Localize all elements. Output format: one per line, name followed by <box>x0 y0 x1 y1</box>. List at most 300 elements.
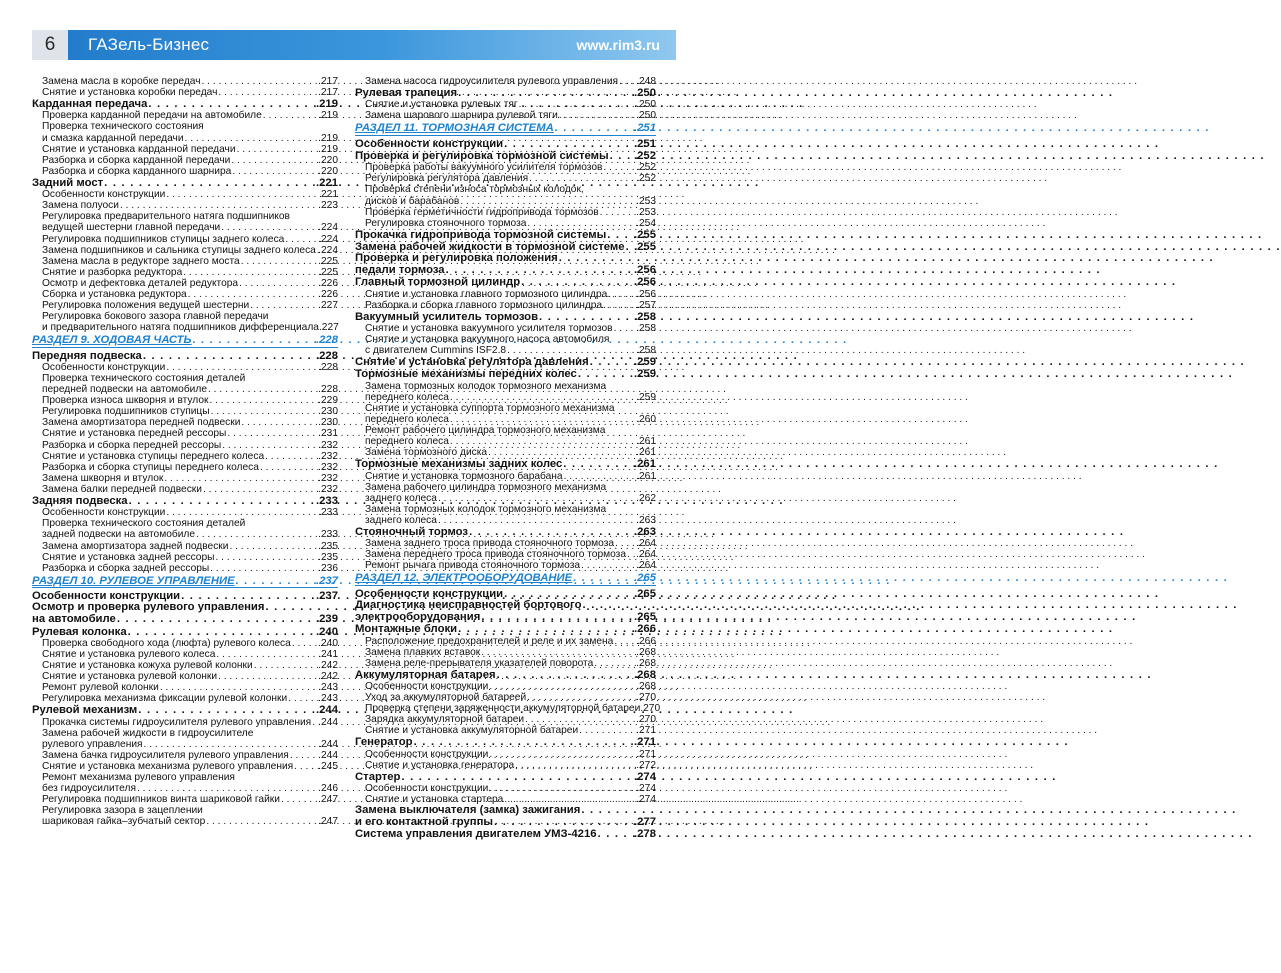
dot-leader <box>203 805 338 816</box>
dot-leader <box>457 623 634 635</box>
toc-entry[interactable] <box>32 671 338 682</box>
dot-leader <box>226 428 318 439</box>
toc-entry-title: Особенности конструкции <box>355 137 504 150</box>
toc-entry-title: Снятие и разборка редуктора <box>42 266 183 278</box>
toc-entry[interactable] <box>355 414 656 425</box>
toc-chapter-entry[interactable] <box>32 495 338 507</box>
toc-page-number: .256 <box>634 264 656 277</box>
dot-leader <box>165 189 321 200</box>
toc-page-number: .255 <box>634 228 656 241</box>
dot-leader <box>614 538 636 549</box>
dot-leader <box>618 76 636 87</box>
dot-leader <box>159 682 318 693</box>
toc-entry[interactable] <box>32 794 338 805</box>
toc-page-number: .250 <box>636 99 656 111</box>
toc-entry[interactable] <box>32 693 338 704</box>
toc-entry-title: Замена рабочей жидкости в тормозной системе <box>355 240 625 253</box>
toc-page-number: .264 <box>636 560 656 572</box>
toc-chapter-entry[interactable] <box>355 611 656 623</box>
toc-entry[interactable] <box>32 649 338 660</box>
dot-leader <box>524 714 636 725</box>
toc-entry[interactable] <box>355 447 656 458</box>
toc-entry-title: Замена полуоси <box>42 200 119 212</box>
toc-entry[interactable] <box>32 507 338 518</box>
toc-entry[interactable] <box>32 783 338 794</box>
toc-entry-title: Проверка герметичности гидропривода тормозов <box>365 206 599 218</box>
toc-entry-title: Снятие и установка тормозного барабана <box>365 470 563 482</box>
toc-page-number: .221 <box>316 176 338 189</box>
toc-entry[interactable] <box>355 173 656 184</box>
toc-entry[interactable] <box>32 200 338 211</box>
toc-page-number: .268 <box>634 668 656 681</box>
toc-entry[interactable] <box>32 362 338 373</box>
toc-entry[interactable] <box>32 772 338 783</box>
toc-entry-title: Разборка и сборка передней рессоры <box>42 439 222 451</box>
toc-page-number: .253 <box>636 206 656 218</box>
toc-chapter-entry[interactable] <box>355 458 656 470</box>
toc-entry[interactable] <box>32 552 338 563</box>
toc-entry[interactable] <box>355 110 656 121</box>
toc-entry[interactable] <box>355 300 656 311</box>
toc-page-number: .246 <box>318 783 338 795</box>
toc-entry-title: Замена заднего троса привода стояночного тормоза <box>365 538 615 550</box>
toc-entry[interactable] <box>355 99 656 110</box>
toc-entry[interactable] <box>355 703 661 715</box>
dot-leader <box>290 211 338 222</box>
toc-entry-title: Регулировка подшипников винта шариковой гайки <box>42 794 280 806</box>
toc-page-number: .231 <box>318 428 338 440</box>
dot-leader <box>259 462 318 473</box>
dot-leader <box>220 222 318 233</box>
toc-entry[interactable] <box>32 222 338 233</box>
toc-entry[interactable] <box>32 87 338 98</box>
toc-entry-title: заднего колеса <box>365 492 437 504</box>
toc-entry[interactable] <box>355 783 656 794</box>
toc-entry[interactable] <box>32 761 338 772</box>
toc-entry[interactable] <box>32 256 338 267</box>
dot-leader <box>558 110 636 121</box>
dot-leader <box>626 549 636 560</box>
dot-leader <box>496 669 634 681</box>
toc-entry[interactable] <box>32 406 338 417</box>
toc-entry-title: Особенности конструкции <box>42 507 166 519</box>
toc-page-number: .244 <box>318 716 338 728</box>
toc-page-number: .228 <box>318 384 338 396</box>
toc-chapter-entry[interactable] <box>355 138 656 150</box>
toc-entry[interactable] <box>355 207 656 218</box>
toc-entry[interactable] <box>355 636 656 647</box>
dot-leader <box>449 414 636 425</box>
toc-entry[interactable] <box>355 425 656 436</box>
toc-entry[interactable] <box>355 196 656 207</box>
toc-page-number: .241 <box>318 648 338 660</box>
toc-entry-title: Прокачка системы гидроусилителя рулевого управления <box>42 716 312 728</box>
toc-page-number: .270 <box>636 714 656 726</box>
toc-entry-title: РАЗДЕЛ 11. ТОРМОЗНАЯ СИСТЕМА <box>355 122 554 135</box>
toc-entry-title: Замена балки передней подвески <box>42 483 202 495</box>
toc-entry[interactable] <box>355 289 656 300</box>
dot-leader <box>449 436 636 447</box>
dot-leader <box>437 493 636 504</box>
toc-entry-title: Особенности конструкции <box>365 680 489 692</box>
toc-entry[interactable] <box>355 334 656 345</box>
toc-page-number: .245 <box>318 760 338 772</box>
toc-entry[interactable] <box>32 440 338 451</box>
toc-entry-title: Вакуумный усилитель тормозов <box>355 310 539 323</box>
toc-entry[interactable] <box>355 681 656 692</box>
toc-entry[interactable] <box>355 647 656 658</box>
section-heading-rule <box>32 575 338 588</box>
toc-page-number: .264 <box>636 538 656 550</box>
dot-leader <box>488 681 636 692</box>
toc-entry[interactable] <box>355 560 656 571</box>
dot-leader <box>230 155 318 166</box>
toc-entry-title: Замена плавких вставок <box>365 646 481 658</box>
toc-section-heading[interactable] <box>32 575 338 587</box>
toc-entry[interactable] <box>355 345 656 356</box>
dot-leader <box>445 264 634 276</box>
toc-entry-title: Проверка степени износа тормозных колодок, <box>365 184 584 196</box>
dot-leader <box>554 122 634 134</box>
toc-entry-title: Регулировка подшипников ступицы заднего колеса <box>42 233 285 245</box>
toc-chapter-entry[interactable] <box>32 704 338 716</box>
toc-entry[interactable] <box>32 417 338 428</box>
toc-chapter-entry[interactable] <box>355 669 656 681</box>
toc-page-number: .233 <box>316 495 338 508</box>
dot-leader <box>253 660 318 671</box>
toc-entry-title: Регулировка регулятора давления <box>365 173 529 185</box>
dot-leader <box>480 611 634 623</box>
toc-entry[interactable] <box>32 278 338 289</box>
toc-page-number: .235 <box>318 540 338 552</box>
dot-leader <box>240 417 318 428</box>
toc-section-heading[interactable] <box>355 122 656 134</box>
dot-leader <box>514 760 636 771</box>
dot-leader <box>268 311 338 322</box>
dot-leader <box>506 345 636 356</box>
toc-page-number: .252 <box>636 162 656 174</box>
dot-leader <box>235 575 316 587</box>
toc-entry-title: Карданная передача <box>32 98 148 111</box>
toc-page-number: .240 <box>318 637 338 649</box>
toc-entry[interactable] <box>355 323 656 334</box>
toc-chapter-entry[interactable] <box>355 311 656 323</box>
toc-entry-title: с двигателем Cummins ISF2.8 <box>365 345 507 357</box>
toc-entry-title: Регулировка подшипников ступицы <box>42 406 210 418</box>
toc-entry-title: Уход за аккумуляторной батареей <box>365 692 527 704</box>
dot-leader <box>538 311 634 323</box>
dot-leader <box>599 207 637 218</box>
toc-entry[interactable] <box>32 234 338 245</box>
toc-page-number: .270 <box>640 703 661 715</box>
toc-entry[interactable] <box>32 484 338 495</box>
toc-page-number: .260 <box>636 413 656 425</box>
toc-entry-title: Регулировка предварительного натяга подшипников <box>42 211 290 223</box>
toc-entry[interactable] <box>32 166 338 177</box>
toc-entry-title: Рулевая трапеция <box>355 87 458 100</box>
toc-entry-title: Замена рабочей жидкости в гидроусилителе <box>42 727 254 739</box>
toc-entry-title: РАЗДЕЛ 12. ЭЛЕКТРООБОРУДОВАНИЕ <box>355 572 573 585</box>
toc-page-number: .252 <box>634 150 656 163</box>
dot-leader <box>143 739 319 750</box>
toc-entry[interactable] <box>32 144 338 155</box>
dot-leader <box>488 749 636 760</box>
toc-entry-title: Особенности конструкции <box>355 587 504 600</box>
toc-entry[interactable] <box>32 473 338 484</box>
toc-entry-title: и его контактной группы <box>355 816 494 829</box>
toc-page-number: .228 <box>318 361 338 373</box>
toc-page-number: .251 <box>634 137 656 150</box>
toc-page-number: .268 <box>636 646 656 658</box>
toc-chapter-entry[interactable] <box>32 98 338 110</box>
toc-page-number: .229 <box>318 395 338 407</box>
dot-leader <box>316 245 318 256</box>
dot-leader <box>240 256 318 267</box>
toc-page-number: .242 <box>318 671 338 683</box>
toc-chapter-entry[interactable] <box>32 626 338 638</box>
toc-section-heading[interactable] <box>355 572 656 584</box>
toc-entry[interactable] <box>32 110 338 121</box>
toc-entry[interactable] <box>32 289 338 300</box>
toc-page-number: .271 <box>636 748 656 760</box>
toc-chapter-entry[interactable] <box>355 623 656 635</box>
dot-leader <box>580 805 656 816</box>
toc-entry[interactable] <box>355 471 656 482</box>
toc-entry-title: Снятие и установка кожуха рулевой колонки <box>42 660 253 672</box>
toc-entry[interactable] <box>32 384 338 395</box>
toc-page-number: .236 <box>318 562 338 574</box>
toc-entry-title: Монтажные блоки <box>355 623 458 636</box>
dot-leader <box>459 196 636 207</box>
toc-entry[interactable] <box>355 538 656 549</box>
toc-entry[interactable] <box>32 805 338 816</box>
toc-entry[interactable] <box>32 682 338 693</box>
toc-chapter-entry[interactable] <box>355 805 656 816</box>
dot-leader <box>572 572 634 584</box>
dot-leader <box>558 253 656 264</box>
toc-entry[interactable] <box>32 728 338 739</box>
dot-leader <box>165 362 318 373</box>
toc-entry-title: Снятие и установка передней рессоры <box>42 428 227 440</box>
dot-leader <box>520 276 634 288</box>
dot-leader <box>487 447 636 458</box>
toc-page-number: .232 <box>318 439 338 451</box>
toc-chapter-entry[interactable] <box>32 350 338 362</box>
toc-chapter-entry[interactable] <box>355 87 656 99</box>
toc-entry-title: Тормозные механизмы задних колес <box>355 458 563 471</box>
toc-entry[interactable] <box>355 504 656 515</box>
toc-entry[interactable] <box>32 816 338 827</box>
toc-page-number: .244 <box>316 704 338 717</box>
toc-entry-title: Снятие и установка ступицы переднего колеса <box>42 450 265 462</box>
toc-entry[interactable] <box>32 311 338 322</box>
toc-entry[interactable] <box>355 658 656 669</box>
dot-leader <box>207 384 318 395</box>
toc-entry[interactable] <box>32 373 338 384</box>
toc-entry[interactable] <box>32 76 338 87</box>
toc-entry[interactable] <box>355 692 656 703</box>
toc-page-number: .265 <box>634 572 656 585</box>
toc-page-number: .237 <box>316 574 338 587</box>
toc-entry-title: Прокачка гидропривода тормозной системы <box>355 228 607 241</box>
toc-entry[interactable] <box>32 451 338 462</box>
toc-entry[interactable] <box>32 462 338 473</box>
dot-leader <box>607 289 636 300</box>
toc-entry[interactable] <box>355 184 656 195</box>
dot-leader <box>228 541 318 552</box>
toc-entry[interactable] <box>32 750 338 761</box>
toc-chapter-entry[interactable] <box>355 736 656 748</box>
toc-chapter-entry[interactable] <box>355 356 656 368</box>
toc-entry-title: переднего колеса <box>365 391 449 403</box>
toc-chapter-entry[interactable] <box>355 150 656 162</box>
toc-entry[interactable] <box>355 436 656 447</box>
toc-entry[interactable] <box>32 211 338 222</box>
toc-page-number: .224 <box>318 244 338 256</box>
toc-page-number: .224 <box>318 222 338 234</box>
toc-chapter-entry[interactable] <box>355 253 656 264</box>
dot-leader <box>457 87 634 99</box>
toc-page-number: .266 <box>636 635 656 647</box>
toc-chapter-entry[interactable] <box>355 229 656 241</box>
toc-entry[interactable] <box>32 518 338 529</box>
dot-leader <box>606 381 656 392</box>
toc-page-number: .256 <box>636 288 656 300</box>
toc-page-number: .230 <box>318 417 338 429</box>
toc-entry[interactable] <box>32 541 338 552</box>
toc-entry-title: Ремонт механизма рулевого управления <box>42 772 235 784</box>
toc-page-number: .243 <box>318 682 338 694</box>
dot-leader <box>201 76 319 87</box>
toc-entry-title: Генератор <box>355 736 413 749</box>
toc-entry[interactable] <box>32 428 338 439</box>
dot-leader <box>493 816 634 828</box>
toc-entry[interactable] <box>355 392 656 403</box>
toc-entry-title: Ремонт рабочего цилиндра тормозного механизма <box>365 425 606 437</box>
dot-leader <box>136 783 318 794</box>
toc-chapter-entry[interactable] <box>355 526 656 538</box>
toc-entry-title: Регулировка зазора в зацеплении <box>42 805 203 817</box>
toc-entry[interactable] <box>32 267 338 278</box>
toc-entry[interactable] <box>355 381 656 392</box>
toc-entry[interactable] <box>32 660 338 671</box>
toc-page-number: .244 <box>318 749 338 761</box>
toc-page-number: .247 <box>318 794 338 806</box>
toc-entry-title: передней подвески на автомобиле <box>42 384 207 396</box>
toc-page-number: .225 <box>318 266 338 278</box>
toc-entry[interactable] <box>32 322 338 333</box>
toc-chapter-entry[interactable] <box>355 828 656 840</box>
dot-leader <box>609 334 656 345</box>
dot-leader <box>563 471 637 482</box>
dot-leader <box>119 200 318 211</box>
dot-leader <box>287 693 318 704</box>
toc-entry[interactable] <box>355 403 656 414</box>
toc-entry[interactable] <box>32 300 338 311</box>
toc-entry-title: Замена шарового шарнира рулевой тяги <box>365 110 558 122</box>
dot-leader <box>488 783 636 794</box>
website-link[interactable]: www.rim3.ru <box>576 37 660 53</box>
toc-page-number: .258 <box>636 323 656 335</box>
toc-entry-title: Особенности конструкции <box>365 748 489 760</box>
dot-leader <box>221 440 318 451</box>
toc-chapter-entry[interactable] <box>32 177 338 189</box>
toc-page-number: .270 <box>636 692 656 704</box>
toc-chapter-entry[interactable] <box>355 276 656 288</box>
toc-entry[interactable] <box>355 549 656 560</box>
toc-page-number: .259 <box>634 368 656 381</box>
dot-leader <box>578 725 636 736</box>
toc-chapter-entry[interactable] <box>355 771 656 783</box>
toc-entry[interactable] <box>355 714 656 725</box>
dot-leader <box>580 560 636 571</box>
toc-entry-title: РАЗДЕЛ 10. РУЛЕВОЕ УПРАВЛЕНИЕ <box>32 574 235 587</box>
toc-page-number: .261 <box>636 447 656 459</box>
dot-leader <box>205 816 318 827</box>
toc-entry[interactable] <box>32 563 338 574</box>
toc-entry[interactable] <box>355 76 656 87</box>
toc-entry[interactable] <box>32 739 338 750</box>
toc-entry-title: Замена реле-прерывателя указателей поворота <box>365 657 594 669</box>
toc-entry-title: без гидроусилителя <box>42 783 136 795</box>
toc-entry[interactable] <box>355 482 656 493</box>
toc-page-number: .268 <box>636 657 656 669</box>
toc-entry[interactable] <box>32 155 338 166</box>
toc-chapter-entry[interactable] <box>32 602 338 613</box>
toc-entry[interactable] <box>355 760 656 771</box>
toc-chapter-entry[interactable] <box>32 613 338 625</box>
toc-page-number: .220 <box>318 165 338 177</box>
toc-chapter-entry[interactable] <box>355 368 656 380</box>
dot-leader <box>289 750 318 761</box>
toc-entry[interactable] <box>32 529 338 540</box>
toc-page-number: .240 <box>316 625 338 638</box>
toc-entry[interactable] <box>355 725 656 736</box>
toc-page-number: .233 <box>318 529 338 541</box>
toc-entry[interactable] <box>32 638 338 649</box>
dot-leader <box>449 392 636 403</box>
toc-section-heading[interactable] <box>32 334 338 346</box>
toc-entry-title: Снятие и установка механизма рулевого управления <box>42 760 294 772</box>
toc-entry[interactable] <box>355 162 656 173</box>
toc-entry[interactable] <box>32 133 338 144</box>
toc-entry-title: Разборка и сборка карданной передачи <box>42 154 231 166</box>
toc-entry[interactable] <box>32 717 338 728</box>
toc-entry-title: Осмотр и проверка рулевого управления <box>32 601 265 614</box>
toc-entry[interactable] <box>32 395 338 406</box>
toc-entry[interactable] <box>355 749 656 760</box>
toc-entry-title: Замена тормозных колодок тормозного механизма <box>365 503 607 515</box>
toc-entry[interactable] <box>355 218 656 229</box>
toc-page-number: .230 <box>318 406 338 418</box>
dot-leader <box>142 350 316 362</box>
toc-page-number: .272 <box>636 759 656 771</box>
toc-entry[interactable] <box>355 515 656 526</box>
toc-entry[interactable] <box>355 493 656 504</box>
toc-entry[interactable] <box>32 245 338 256</box>
toc-chapter-entry[interactable] <box>355 600 656 611</box>
toc-chapter-entry[interactable] <box>355 816 656 828</box>
toc-page-number: .232 <box>318 461 338 473</box>
dot-leader <box>214 552 318 563</box>
toc-entry-title: Снятие и установка рулевых тяг <box>365 99 518 111</box>
toc-chapter-entry[interactable] <box>355 264 656 276</box>
toc-entry-title: Проверка технического состояния <box>42 121 204 133</box>
toc-entry[interactable] <box>32 121 338 132</box>
toc-entry[interactable] <box>32 189 338 200</box>
dot-leader <box>236 144 319 155</box>
toc-entry-title: Проверка технического состояния деталей <box>42 373 246 385</box>
